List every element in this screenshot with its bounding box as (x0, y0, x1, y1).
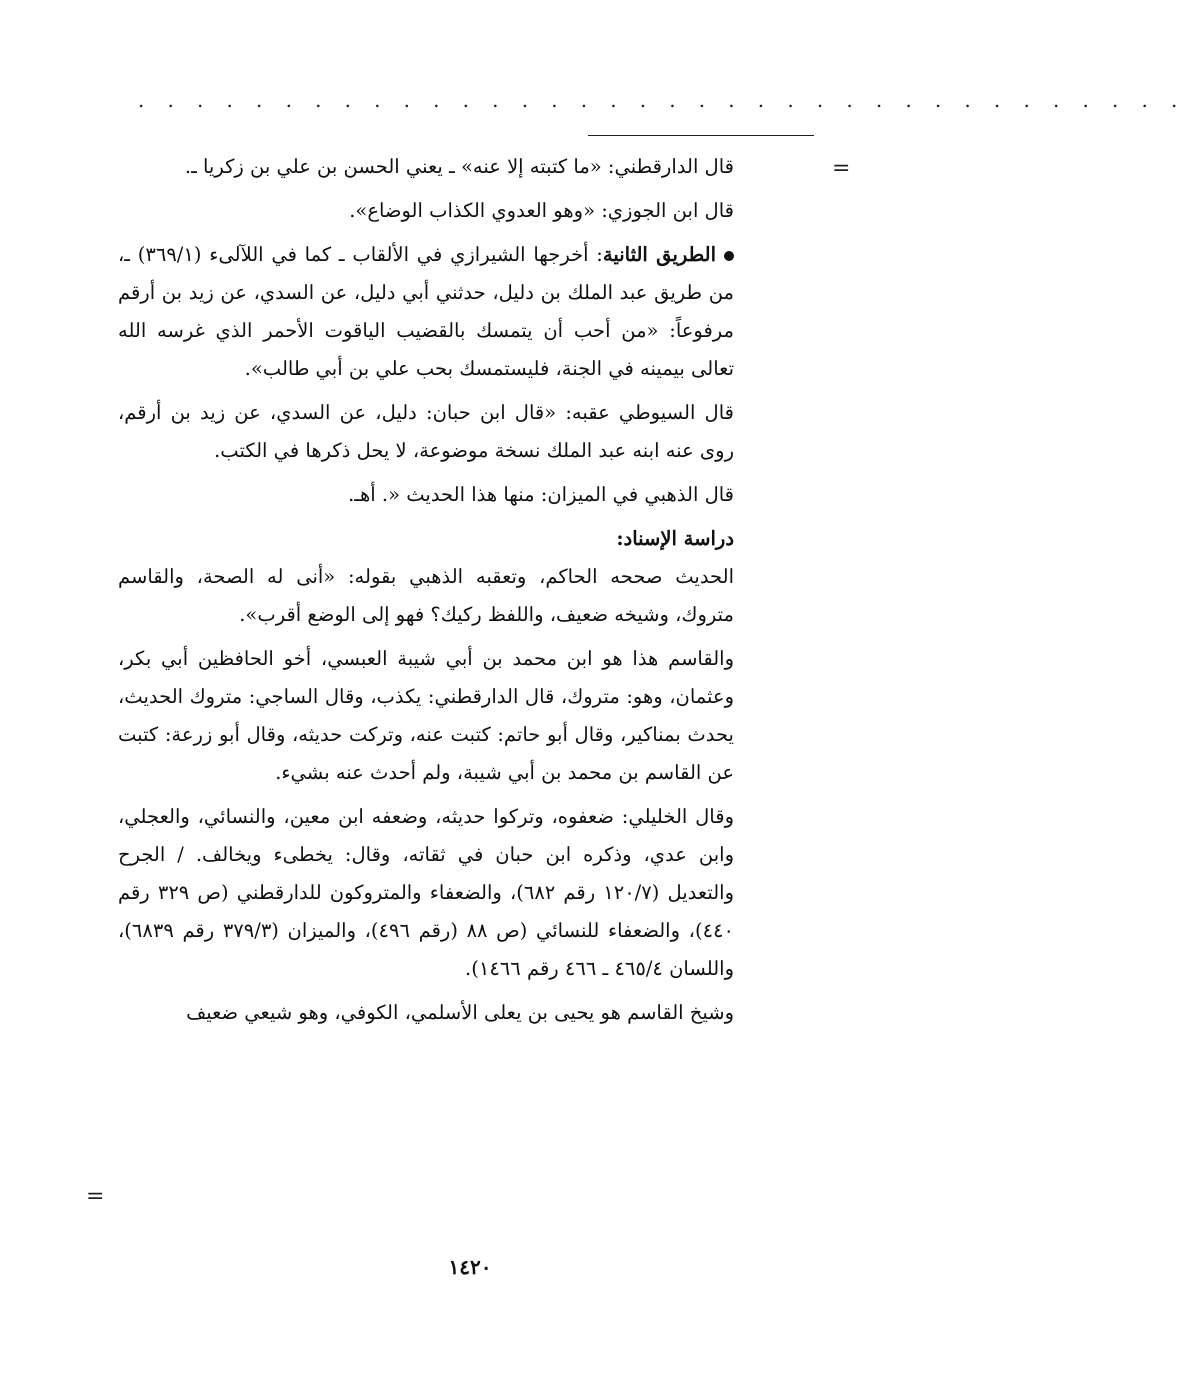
paragraph-second-path (118, 236, 734, 388)
page-body (118, 148, 734, 1038)
continuation-mark-bottom: = (86, 1184, 105, 1209)
paragraph-shaykh: وشيخ القاسم هو يحيى بن يعلى الأسلمي، الكوفي، وهو شيعي ضعيف (186, 1001, 734, 1024)
second-path-text: : أخرجها الشيرازي في الألقاب ـ كما في اللآلىء (٣٦٩/١) ـ، من طريق عبد الملك بن دليل، حدثني أبي دليل، عن السدي، عن زيد بن أرقم مرفوعاً: «من أحب أن يتمسك بالقضيب الياقوت الأحمر الذي غرسه الله تعالى بيمينه في الجنة، فليستمسك بحب علي بن أبي طالب». (118, 243, 734, 380)
separator-dots: . . . . . . . . . . . . . . . . . . . . . . . . . . . . . . . . . . . . (138, 88, 1186, 112)
paragraph-hakim: الحديث صححه الحاكم، وتعقبه الذهبي بقوله: «أنى له الصحة، والقاسم متروك، وشيخه ضعيف، واللفظ ركيك؟ فهو إلى الوضع أقرب». (118, 565, 734, 626)
paragraph-qasim: والقاسم هذا هو ابن محمد بن أبي شيبة العبسي، أخو الحافظين أبي بكر، وعثمان، وهو: متروك، قال الدارقطني: يكذب، وقال الساجي: متروك الحديث، يحدث بمناكير، وقال أبو حاتم: كتبت عنه، وتركت حديثه، وقال أبو زرعة: كتبت عن القاسم بن محمد بن أبي شيبة، ولم أحدث عنه بشيء. (118, 647, 734, 784)
paragraph-dhahabi: قال الذهبي في الميزان: منها هذا الحديث «. أهـ. (348, 483, 734, 506)
page-number: ١٤٢٠ (448, 1255, 492, 1279)
paragraph-khalili: وقال الخليلي: ضعفوه، وتركوا حديثه، وضعفه ابن معين، والنسائي، والعجلي، وابن عدي، وذكره ابن حبان في ثقاته، وقال: يخطىء ويخالف. / الجرح والتعديل (١٢٠/٧ رقم ٦٨٢)، والضعفاء والمتروكون للدارقطني (ص ٣٢٩ رقم ٤٤٠)، والضعفاء للنسائي (ص ٨٨ (رقم ٤٩٦)، والميزان (٣٧٩/٣ رقم ٦٨٣٩)، واللسان ٤٦٥/٤ ـ ٤٦٦ رقم ١٤٦٦). (118, 805, 734, 980)
continuation-mark-top: = (832, 156, 851, 181)
paragraph-daraqutni: قال الدارقطني: «ما كتبته إلا عنه» ـ يعني الحسن بن علي بن زكريا ـ. (184, 155, 734, 178)
second-path-heading: الطريق الثانية (602, 243, 716, 266)
section-heading: دراسة الإسناد: (616, 527, 734, 550)
footnote-rule (588, 135, 814, 136)
paragraph-suyuti: قال السيوطي عقبه: «قال ابن حبان: دليل، عن السدي، عن زيد بن أرقم، روى عنه ابنه عبد الملك نسخة موضوعة، لا يحل ذكرها في الكتب. (118, 401, 734, 462)
bullet-icon (724, 251, 734, 261)
paragraph-ibn-jawzi: قال ابن الجوزي: «وهو العدوي الكذاب الوضاع». (349, 199, 734, 222)
